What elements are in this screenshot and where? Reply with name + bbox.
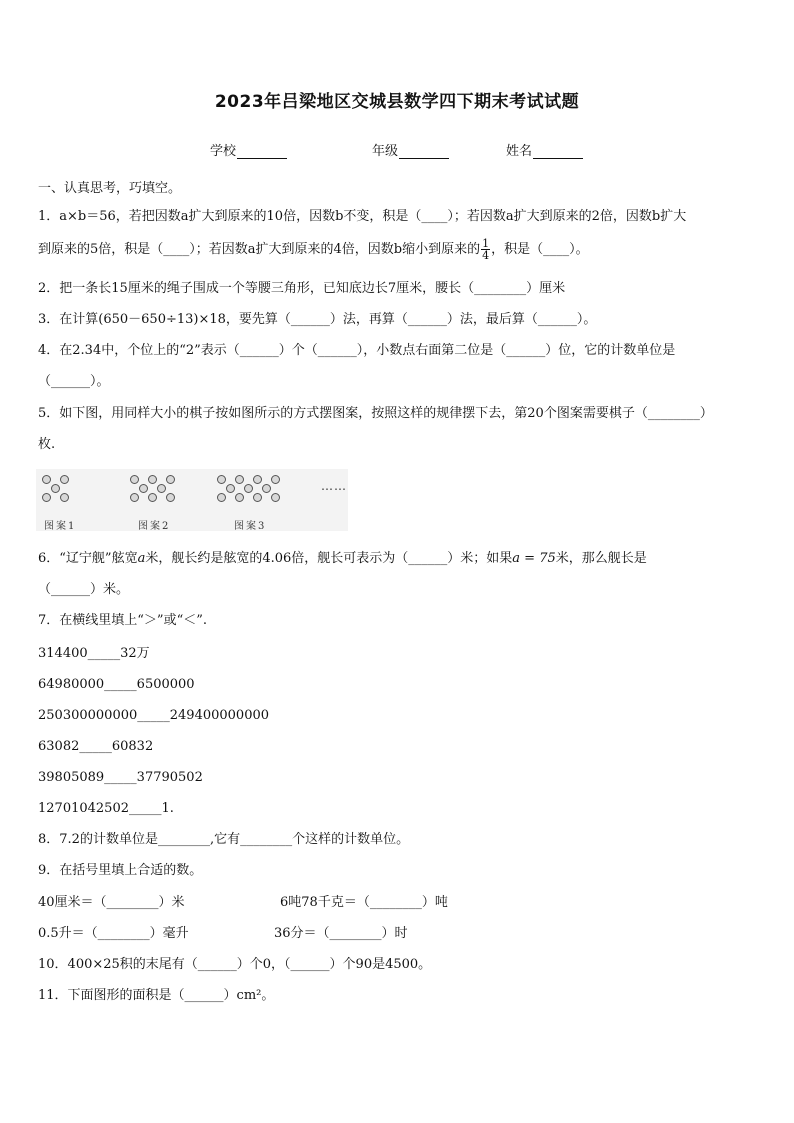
chess-piece — [253, 493, 262, 502]
chess-piece — [157, 484, 166, 493]
question-4-line-2: （______）。 — [38, 374, 110, 389]
grade-blank[interactable] — [399, 144, 449, 159]
name-field — [506, 140, 583, 159]
chess-piece — [217, 475, 226, 484]
grade-field — [372, 140, 449, 159]
question-6-text-b: 米，舰长约是舷宽的4.06倍，舰长可表示为（______）米；如果 — [145, 551, 513, 566]
question-3: 3．在计算(650－650÷13)×18，要先算（______）法，再算（______）法，最后算（______）。 — [38, 312, 597, 327]
fraction-numerator: 1 — [482, 237, 490, 250]
fraction-one-quarter — [481, 238, 490, 261]
equation-a-75: a = 75 — [512, 551, 556, 566]
fraction-denominator: 4 — [482, 249, 490, 262]
question-1-text-a: 到原来的5倍，积是（____）；若因数a扩大到原来的4倍，因数b缩小到原来的 — [38, 242, 481, 257]
chess-piece — [217, 493, 226, 502]
question-1-line-1: 1．a×b＝56，若把因数a扩大到原来的10倍，因数b不变，积是（____）；若因数a扩大到原来的2倍，因数b扩大 — [38, 209, 687, 224]
question-9-item-d: 36分＝（________）时 — [274, 926, 408, 941]
compare-item-5: 39805089_____37790502 — [38, 770, 203, 785]
chess-piece — [235, 475, 244, 484]
grade-label: 年级 — [372, 144, 399, 159]
compare-item-6: 12701042502_____1. — [38, 801, 174, 816]
chess-piece — [253, 475, 262, 484]
question-6-text-c: 米，那么舰长是 — [555, 551, 647, 566]
chess-piece — [166, 493, 175, 502]
chess-piece — [271, 475, 280, 484]
question-6-text-a: 6．“辽宁舰”舷宽 — [38, 551, 138, 566]
pattern-figure — [36, 469, 348, 531]
chess-piece — [51, 484, 60, 493]
section-heading: 一、认真思考，巧填空。 — [38, 181, 182, 196]
question-4-line-1: 4．在2.34中，个位上的“2”表示（______）个（______），小数点右面第二位是（______）位，它的计数单位是 — [38, 343, 676, 358]
school-blank[interactable] — [237, 144, 287, 159]
chess-piece — [60, 493, 69, 502]
chess-piece — [130, 493, 139, 502]
question-6-line-2: （______）米。 — [38, 582, 130, 597]
pattern-1-label: 图案1 — [44, 521, 77, 532]
chess-piece — [244, 484, 253, 493]
pattern-ellipsis: …… — [321, 479, 347, 493]
chess-piece — [235, 493, 244, 502]
question-10: 10．400×25积的末尾有（______）个0，（______）个90是4500。 — [38, 957, 432, 972]
chess-piece — [271, 493, 280, 502]
chess-piece — [226, 484, 235, 493]
question-11: 11．下面图形的面积是（______）cm²。 — [38, 988, 275, 1003]
question-5-line-1: 5．如下图，用同样大小的棋子按如图所示的方式摆图案，按照这样的规律摆下去，第20个图案需要棋子（________） — [38, 406, 713, 421]
variable-a: a — [137, 551, 146, 566]
compare-item-4: 63082_____60832 — [38, 739, 154, 754]
chess-piece — [166, 475, 175, 484]
page-title: 2023年吕梁地区交城县数学四下期末考试试题 — [214, 92, 580, 112]
question-9-item-b: 6吨78千克＝（________）吨 — [280, 895, 448, 910]
compare-item-3: 250300000000_____249400000000 — [38, 708, 270, 723]
question-1-line-2 — [38, 238, 589, 261]
name-blank[interactable] — [533, 144, 583, 159]
question-5-line-2: 枚. — [38, 437, 56, 452]
chess-piece — [262, 484, 271, 493]
chess-piece — [148, 493, 157, 502]
chess-piece — [42, 475, 51, 484]
question-9-item-c: 0.5升＝（________）毫升 — [38, 926, 189, 941]
question-6-line-1 — [38, 550, 647, 568]
chess-piece — [139, 484, 148, 493]
pattern-3-label: 图案3 — [234, 521, 267, 532]
chess-piece — [148, 475, 157, 484]
school-label: 学校 — [210, 144, 237, 159]
chess-piece — [42, 493, 51, 502]
question-2: 2．把一条长15厘米的绳子围成一个等腰三角形，已知底边长7厘米，腰长（________）厘米 — [38, 281, 566, 296]
compare-item-1: 314400_____32万 — [38, 646, 150, 661]
chess-piece — [130, 475, 139, 484]
question-7-heading: 7．在横线里填上“＞”或“＜”. — [38, 613, 207, 628]
question-8: 8．7.2的计数单位是________,它有________个这样的计数单位。 — [38, 832, 410, 847]
question-9-item-a: 40厘米＝（________）米 — [38, 895, 185, 910]
chess-piece — [60, 475, 69, 484]
name-label: 姓名 — [506, 144, 533, 159]
question-9-heading: 9．在括号里填上合适的数。 — [38, 863, 203, 878]
pattern-2-label: 图案2 — [138, 521, 171, 532]
school-field — [210, 140, 287, 159]
compare-item-2: 64980000_____6500000 — [38, 677, 195, 692]
question-1-text-b: ，积是（____）。 — [491, 242, 589, 257]
